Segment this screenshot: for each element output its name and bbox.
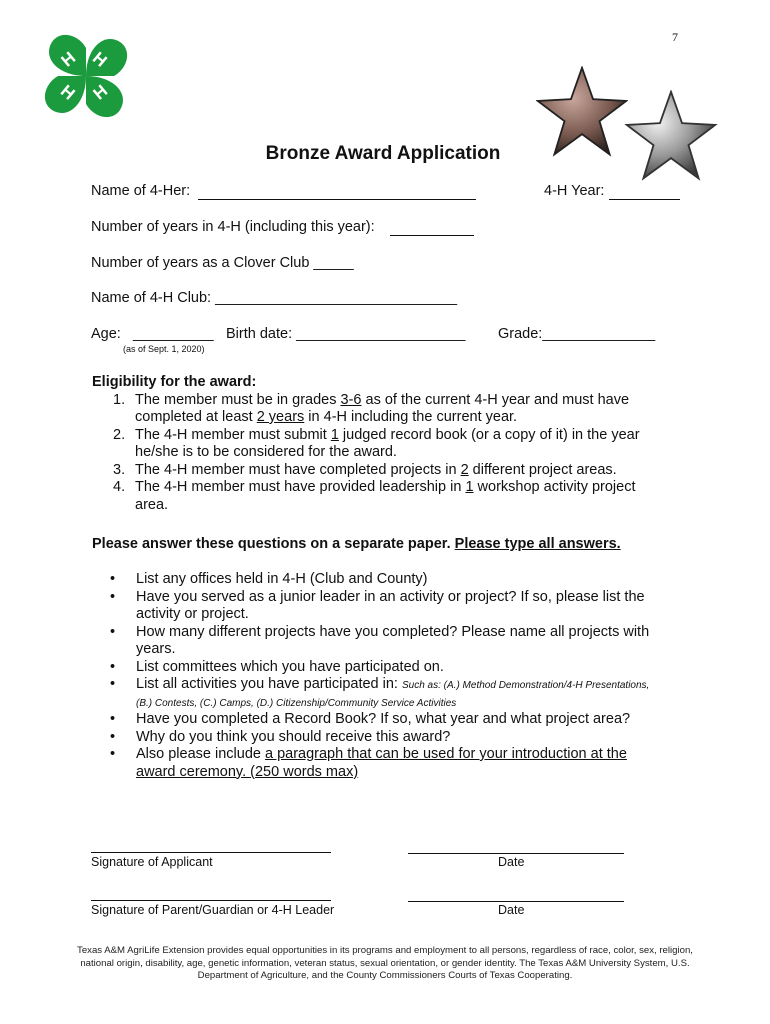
age-note: (as of Sept. 1, 2020) — [123, 344, 205, 354]
questions-intro: Please answer these questions on a separate paper. Please type all answers. — [92, 536, 621, 552]
club-name-field[interactable]: Name of 4-H Club: ______________________________ — [91, 290, 458, 306]
silver-star-icon — [624, 90, 718, 182]
birth-date-field[interactable]: Birth date: _____________________ — [226, 326, 466, 342]
footer-disclaimer: Texas A&M AgriLife Extension provides equal opportunities in its programs and employment to all persons, regardless of race, color, sex, religion, national origin, disability, age, genetic information, veteran status, sexual orientation, or gender identity. The Texas A&M University System, U.S. Department of Agriculture, and the County Commissioners Courts of Texas Cooperating. — [77, 945, 693, 981]
grade-field[interactable]: Grade:______________ — [498, 326, 656, 342]
name-blank[interactable] — [198, 199, 476, 200]
parent-date-label: Date — [498, 903, 525, 917]
applicant-signature-line[interactable] — [91, 852, 331, 853]
parent-signature-label: Signature of Parent/Guardian or 4-H Leader — [91, 903, 335, 917]
eligibility-section — [92, 374, 672, 514]
years-in-4h-field: Number of years in 4-H (including this year): — [91, 219, 375, 235]
logo-letter: H — [89, 81, 112, 104]
clover-club-field[interactable]: Number of years as a Clover Club _____ — [91, 255, 354, 271]
questions-list — [108, 571, 668, 781]
eligibility-item: 4. The 4-H member must have provided leadership in 1 workshop activity project area. — [113, 479, 636, 513]
eligibility-item: 3. The 4-H member must have completed projects in 2 different project areas. — [113, 461, 617, 478]
applicant-date-line[interactable] — [408, 853, 624, 854]
page-number: 7 — [672, 30, 678, 44]
question-item: • Have you served as a junior leader in an activity or project? If so, please list the activity or project. — [110, 588, 645, 622]
question-item: • List all activities you have participated in: Such as: (A.) Method Demonstration/4-H Presentations, (B.) Contests, (C.) Camps, (D.) Citizenship/Community Service Activities — [110, 676, 650, 709]
question-item: • List any offices held in 4-H (Club and County) — [110, 571, 428, 587]
question-item: • Also please include a paragraph that can be used for your introduction at the award ceremony. (250 words max) — [110, 746, 627, 780]
year-field: 4-H Year: — [544, 183, 605, 199]
question-item: • Have you completed a Record Book? If so, what year and what project area? — [110, 711, 631, 727]
clover-logo — [38, 28, 134, 128]
question-item: • List committees which you have participated on. — [110, 658, 444, 675]
years-in-4h-blank[interactable] — [390, 235, 474, 236]
parent-signature-line[interactable] — [91, 900, 331, 901]
eligibility-item: 2. The 4-H member must submit 1 judged record book (or a copy of it) in the year he/she is to be considered for the award. — [113, 426, 640, 460]
eligibility-item: 1. The member must be in grades 3-6 as of the current 4-H year and must have completed at least 2 years in 4-H including the current year. — [113, 391, 630, 425]
year-blank[interactable] — [609, 199, 680, 200]
question-item: • How many different projects have you completed? Please name all projects with years. — [110, 623, 650, 657]
logo-letter: H — [57, 48, 80, 71]
page-title: Bronze Award Application — [265, 143, 501, 164]
eligibility-heading: Eligibility for the award: — [92, 374, 257, 390]
logo-letter: H — [88, 48, 111, 71]
parent-date-line[interactable] — [408, 901, 624, 902]
name-field: Name of 4-Her: — [91, 183, 191, 199]
applicant-signature-label: Signature of Applicant — [91, 855, 213, 869]
activities-example: Such as: (A.) Method Demonstration/4-H Presentations, (B.) Contests, (C.) Camps, (D.) Citizenship/Community Service Activities — [136, 680, 650, 709]
logo-letter: H — [56, 81, 79, 104]
applicant-date-label: Date — [498, 855, 525, 869]
question-item: • Why do you think you should receive this award? — [110, 728, 451, 745]
age-field[interactable]: Age: __________ — [91, 326, 214, 342]
